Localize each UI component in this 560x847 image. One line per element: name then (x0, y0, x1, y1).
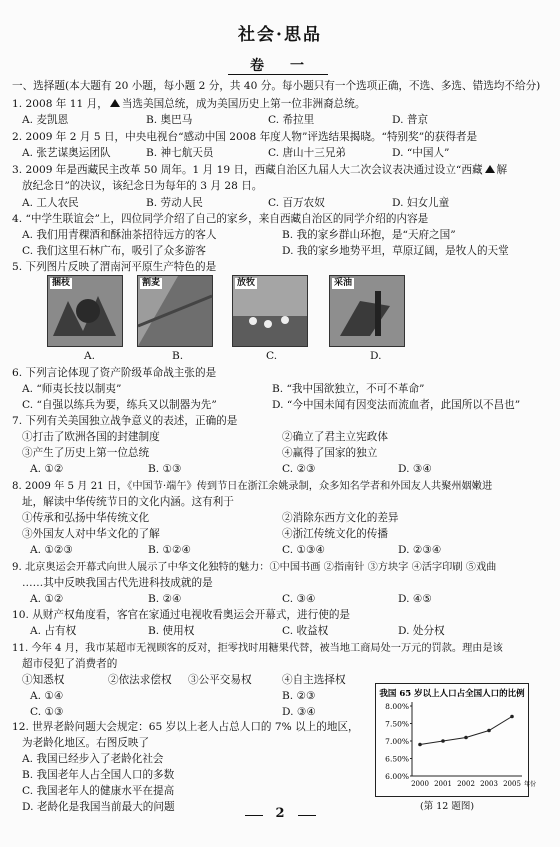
page-number: 2 (275, 806, 285, 821)
x-unit-label: 年份 (524, 781, 537, 788)
y-tick-label: 8.00% (385, 702, 409, 711)
q3-option-b: B. 劳动人民 (146, 197, 203, 209)
q5-photo-d-label: 采油 (334, 278, 353, 288)
q8-item-2: ②消除东西方文化的差异 (282, 512, 399, 524)
q9-option-c: C. ③④ (282, 593, 316, 605)
q11-option-a: A. ①④ (30, 690, 64, 702)
q8-item-4: ④浙江传统文化的传播 (282, 528, 388, 540)
q11-option-c: C. ①③ (30, 706, 64, 718)
q4-option-d: D. 我的家乡地势平坦，草原辽阔，是牧人的天堂 (282, 245, 509, 257)
q11-item-1: ①知悉权 (22, 674, 65, 686)
q10-stem: 10. 从财产权角度看，客官在家通过电视收看奥运会开幕式，进行使的是 (12, 609, 351, 621)
q11-item-3: ③公平交易权 (188, 674, 252, 686)
q1-option-b: B. 奥巴马 (146, 114, 193, 126)
q1-stem: 1. 2008 年 11 月， 当选美国总统，成为美国历史上第一位非洲裔总统。 (12, 98, 366, 110)
q6-option-d: D. “今中国未闻有因变法而流血者，此国所以不昌也” (272, 399, 521, 411)
page-title: 社会·思品 (238, 25, 322, 45)
x-tick-label: 2001 (434, 780, 452, 788)
x-tick-label: 2002 (457, 780, 475, 788)
q7-stem: 7. 下列有关美国独立战争意义的表述，正确的是 (12, 415, 238, 427)
q5-photo-a-label: 捆枝 (52, 278, 71, 288)
q6-option-a: A. “师夷长技以制夷” (22, 383, 122, 395)
q11-stem-line2: 超市侵犯了消费者的 (22, 658, 118, 670)
q2-option-d: D. “中国人” (392, 147, 450, 159)
blank-triangle-icon (485, 165, 495, 173)
q9-option-a: A. ①② (30, 593, 64, 605)
q3-option-a: A. 工人农民 (22, 197, 79, 209)
q3-stem-line1: 3. 2009 年是西藏民主改革 50 周年。1 月 19 日，西藏自治区九届人大二次会议表决通过设立“西藏 解 (12, 164, 508, 176)
q8-option-a: A. ①②③ (30, 544, 73, 556)
blank-triangle-icon (110, 99, 120, 107)
data-point (464, 736, 468, 740)
data-point (441, 739, 445, 743)
q7-option-d: D. ③④ (398, 463, 432, 475)
q6-stem: 6. 下列言论体现了资产阶级革命战主张的是 (12, 367, 217, 379)
q7-option-a: A. ①② (30, 463, 64, 475)
q11-option-b: B. ②③ (282, 690, 316, 702)
q9-option-d: D. ④⑤ (398, 593, 432, 605)
x-tick-label: 2005 (503, 780, 521, 788)
q8-item-3: ③外国友人对中华文化的了解 (22, 528, 160, 540)
q5-photo-c (232, 275, 308, 347)
q8-option-b: B. ①②④ (148, 544, 192, 556)
q12-stem-line1: 12. 世界老龄问题大会规定：65 岁以上老人占总人口的 7% 以上的地区， (12, 721, 359, 733)
q5-photo-d (329, 275, 405, 347)
q10-option-c: C. 收益权 (282, 625, 329, 637)
q5-option-c: C. (266, 350, 278, 362)
q8-item-1: ①传承和弘扬中华传统文化 (22, 512, 150, 524)
q5-option-b: B. (172, 350, 184, 362)
y-tick-label: 7.50% (385, 719, 409, 729)
q8-option-c: C. ①③④ (282, 544, 325, 556)
q12-line-chart (375, 683, 537, 797)
q8-stem-line2: 址，解读中华传统节日的文化内涵。这有利于 (22, 496, 234, 508)
q12-option-b: B. 我国老年人占全国人口的多数 (22, 769, 175, 781)
y-tick-label: 6.00% (385, 772, 409, 781)
q5-option-d: D. (370, 350, 382, 362)
q7-option-b: B. ①③ (148, 463, 182, 475)
q8-stem-line1: 8. 2009 年 5 月 21 日，《中国节·端午》传到节日在浙江余姚录制，众多知名学者和外国友人共聚州姻嫩进 (12, 481, 493, 492)
data-point (487, 729, 491, 733)
section-underline (228, 74, 328, 75)
q3-option-d: D. 妇女儿童 (392, 197, 450, 209)
x-tick-label: 2003 (480, 780, 498, 788)
q2-stem: 2. 2009 年 2 月 5 日，中央电视台“感动中国 2008 年度人物”评选结果揭晓。“特别奖”的获得者是 (12, 131, 478, 143)
q11-item-2: ②依法求偿权 (108, 674, 172, 686)
q10-option-a: A. 占有权 (30, 625, 77, 637)
chart-svg (376, 684, 537, 796)
q7-item-2: ②确立了君主立宪政体 (282, 431, 388, 443)
data-point (510, 715, 514, 719)
q4-option-c: C. 我们这里石林广布，吸引了众多游客 (22, 245, 206, 257)
q1-option-a: A. 麦凯恩 (22, 114, 69, 126)
q6-option-b: B. “我中国欲独立，不可不革命” (272, 383, 425, 395)
q4-stem: 4. “中学生联谊会”上，四位同学介绍了自己的家乡，来自西藏自治区的同学介绍的内容是 (12, 213, 429, 225)
q4-option-a: A. 我们用青稞酒和酥油茶招待远方的客人 (22, 229, 217, 241)
q5-photo-b-label: 割麦 (142, 278, 161, 288)
chart-title: 我国 65 岁以上人口占全国人口的比例 (379, 689, 525, 699)
q12-stem-line2: 为老龄化地区。右图反映了 (22, 737, 150, 749)
q5-photo-b (137, 275, 213, 347)
q7-item-3: ③产生了历史上第一位总统 (22, 447, 150, 459)
q12-option-a: A. 我国已经步入了老龄化社会 (22, 753, 164, 765)
chart-caption: (第 12 题图) (420, 801, 475, 812)
data-point (418, 743, 422, 747)
q11-option-d: D. ③④ (282, 706, 316, 718)
q7-item-4: ④赢得了国家的独立 (282, 447, 378, 459)
q3-option-c: C. 百万农奴 (268, 197, 325, 209)
q9-stem-line2: ……其中反映我国古代先进科技成就的是 (22, 577, 213, 589)
series-line (420, 717, 512, 745)
q2-option-c: C. 唐山十三兄弟 (268, 147, 347, 159)
q3-stem-line2: 放纪念日”的决议，该纪念日为每年的 3 月 28 日。 (22, 180, 263, 192)
footer-dash-right (298, 815, 316, 816)
q5-photo-c-label: 放牧 (237, 278, 256, 288)
q6-option-c: C. “自强以练兵为要，练兵又以制器为先” (22, 399, 217, 411)
q11-stem-line1: 11. 今年 4 月，我市某超市无视顾客的反对，拒零找时用糖果代替，被当地工商局处一万元的罚款。理由是该 (12, 643, 503, 654)
q1-option-c: C. 希拉里 (268, 114, 315, 126)
y-tick-label: 7.00% (385, 737, 409, 746)
q7-item-1: ①打击了欧洲各国的封建制度 (22, 431, 160, 443)
q7-option-c: C. ②③ (282, 463, 316, 475)
x-tick-label: 2000 (411, 780, 429, 788)
q5-photo-a (47, 275, 123, 347)
instructions: 一、选择题(本大题有 20 小题，每小题 2 分，共 40 分。每小题只有一个选项正确，不选、多选、错选均不给分) (12, 80, 541, 92)
q1-option-d: D. 普京 (392, 114, 429, 126)
q2-option-a: A. 张艺谋奥运团队 (22, 147, 111, 159)
q4-option-b: B. 我的家乡群山环抱，是“天府之国” (282, 229, 456, 241)
y-tick-label: 6.50% (385, 754, 409, 764)
q5-stem: 5. 下列图片反映了渭南河平原生产特色的是 (12, 261, 217, 273)
q10-option-b: B. 使用权 (148, 625, 195, 637)
q10-option-d: D. 处分权 (398, 625, 445, 637)
q9-stem-line1: 9. 北京奥运会开幕式向世人展示了中华文化独特的魅力：①中国书画 ②指南针 ③方块字 ④活字印刷 ⑤戏曲 (12, 562, 497, 573)
q12-option-c: C. 我国老年人的健康水平在提高 (22, 785, 175, 797)
q5-option-a: A. (84, 350, 96, 362)
q9-option-b: B. ②④ (148, 593, 182, 605)
q2-option-b: B. 神七航天员 (146, 147, 214, 159)
q11-item-4: ④自主选择权 (282, 674, 346, 686)
section-heading: 卷 一 (250, 58, 310, 74)
q12-option-d: D. 老龄化是我国当前最大的问题 (22, 801, 175, 813)
q8-option-d: D. ②③④ (398, 544, 442, 556)
